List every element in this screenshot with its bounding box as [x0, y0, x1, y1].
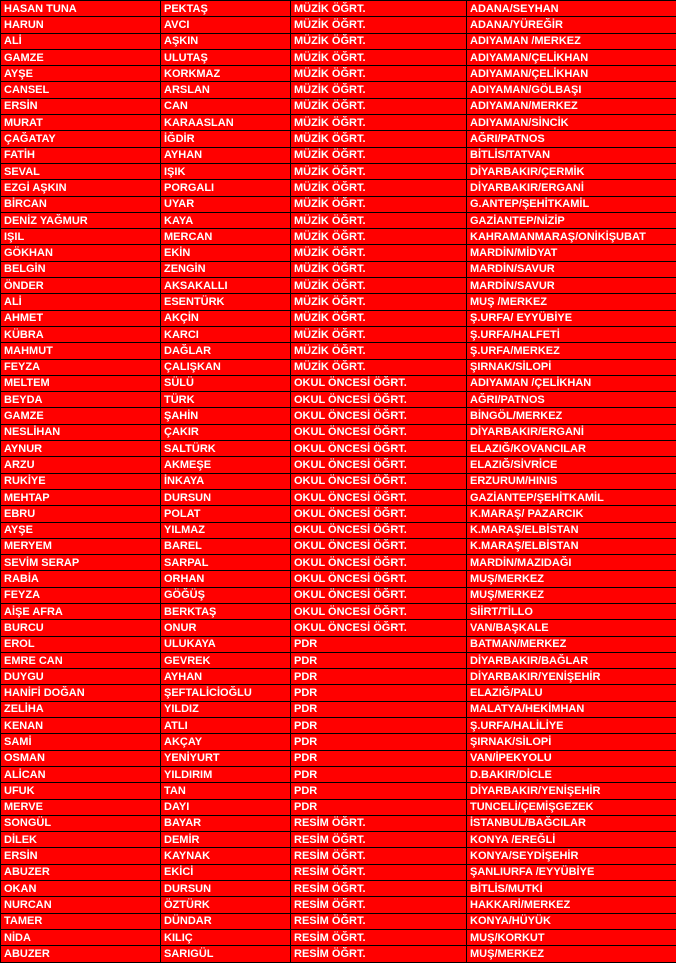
- location-cell: DİYARBAKIR/ERGANİ: [467, 424, 676, 440]
- first-name-cell: MEHTAP: [1, 489, 161, 505]
- branch-cell: RESİM ÖĞRT.: [291, 897, 467, 913]
- table-row: [1, 163, 676, 179]
- last-name-cell: MERCAN: [161, 229, 291, 245]
- table-row: [1, 881, 676, 897]
- last-name-cell: DAYI: [161, 799, 291, 815]
- branch-cell: MÜZİK ÖĞRT.: [291, 33, 467, 49]
- first-name-cell: ALİCAN: [1, 766, 161, 782]
- last-name-cell: YENİYURT: [161, 750, 291, 766]
- first-name-cell: BİRCAN: [1, 196, 161, 212]
- first-name-cell: SAMİ: [1, 734, 161, 750]
- branch-cell: OKUL ÖNCESİ ÖĞRT.: [291, 587, 467, 603]
- table-row: [1, 555, 676, 571]
- last-name-cell: BERKTAŞ: [161, 603, 291, 619]
- first-name-cell: DUYGU: [1, 669, 161, 685]
- branch-cell: OKUL ÖNCESİ ÖĞRT.: [291, 457, 467, 473]
- table-row: [1, 897, 676, 913]
- table-row: [1, 701, 676, 717]
- last-name-cell: KILIÇ: [161, 929, 291, 945]
- last-name-cell: DURSUN: [161, 881, 291, 897]
- location-cell: DİYARBAKIR/YENİŞEHİR: [467, 783, 676, 799]
- first-name-cell: AYNUR: [1, 441, 161, 457]
- last-name-cell: YILDIRIM: [161, 766, 291, 782]
- table-row: [1, 571, 676, 587]
- location-cell: ELAZIĞ/PALU: [467, 685, 676, 701]
- location-cell: TUNCELİ/ÇEMİŞGEZEK: [467, 799, 676, 815]
- branch-cell: MÜZİK ÖĞRT.: [291, 163, 467, 179]
- location-cell: G.ANTEP/ŞEHİTKAMİL: [467, 196, 676, 212]
- last-name-cell: AVCI: [161, 17, 291, 33]
- first-name-cell: KÜBRA: [1, 326, 161, 342]
- first-name-cell: TAMER: [1, 913, 161, 929]
- table-row: [1, 587, 676, 603]
- first-name-cell: EMRE CAN: [1, 652, 161, 668]
- first-name-cell: GAMZE: [1, 408, 161, 424]
- location-cell: K.MARAŞ/ELBİSTAN: [467, 538, 676, 554]
- first-name-cell: ÖNDER: [1, 278, 161, 294]
- branch-cell: OKUL ÖNCESİ ÖĞRT.: [291, 441, 467, 457]
- location-cell: HAKKARİ/MERKEZ: [467, 897, 676, 913]
- branch-cell: MÜZİK ÖĞRT.: [291, 49, 467, 65]
- first-name-cell: RABİA: [1, 571, 161, 587]
- last-name-cell: YILDIZ: [161, 701, 291, 717]
- table-row: [1, 913, 676, 929]
- first-name-cell: EBRU: [1, 506, 161, 522]
- first-name-cell: BELGİN: [1, 261, 161, 277]
- location-cell: VAN/İPEKYOLU: [467, 750, 676, 766]
- location-cell: MARDİN/SAVUR: [467, 278, 676, 294]
- last-name-cell: DÜNDAR: [161, 913, 291, 929]
- table-row: [1, 783, 676, 799]
- branch-cell: RESİM ÖĞRT.: [291, 815, 467, 831]
- location-cell: MALATYA/HEKİMHAN: [467, 701, 676, 717]
- table-row: [1, 473, 676, 489]
- branch-cell: PDR: [291, 669, 467, 685]
- branch-cell: MÜZİK ÖĞRT.: [291, 359, 467, 375]
- last-name-cell: AKMEŞE: [161, 457, 291, 473]
- last-name-cell: TAN: [161, 783, 291, 799]
- location-cell: ADANA/SEYHAN: [467, 1, 676, 17]
- branch-cell: OKUL ÖNCESİ ÖĞRT.: [291, 522, 467, 538]
- first-name-cell: ABUZER: [1, 946, 161, 962]
- location-cell: ŞANLIURFA /EYYÜBİYE: [467, 864, 676, 880]
- branch-cell: MÜZİK ÖĞRT.: [291, 66, 467, 82]
- location-cell: KAHRAMANMARAŞ/ONİKİŞUBAT: [467, 229, 676, 245]
- first-name-cell: EROL: [1, 636, 161, 652]
- table-row: [1, 848, 676, 864]
- branch-cell: RESİM ÖĞRT.: [291, 913, 467, 929]
- last-name-cell: ULUTAŞ: [161, 49, 291, 65]
- last-name-cell: UYAR: [161, 196, 291, 212]
- branch-cell: MÜZİK ÖĞRT.: [291, 294, 467, 310]
- table-row: [1, 506, 676, 522]
- table-row: [1, 131, 676, 147]
- branch-cell: MÜZİK ÖĞRT.: [291, 1, 467, 17]
- branch-cell: PDR: [291, 685, 467, 701]
- table-row: [1, 229, 676, 245]
- table-row: [1, 261, 676, 277]
- last-name-cell: İNKAYA: [161, 473, 291, 489]
- first-name-cell: OSMAN: [1, 750, 161, 766]
- location-cell: K.MARAŞ/ELBİSTAN: [467, 522, 676, 538]
- branch-cell: PDR: [291, 718, 467, 734]
- location-cell: KONYA/HÜYÜK: [467, 913, 676, 929]
- first-name-cell: MERYEM: [1, 538, 161, 554]
- table-row: [1, 636, 676, 652]
- table-row: [1, 278, 676, 294]
- branch-cell: PDR: [291, 701, 467, 717]
- location-cell: AĞRI/PATNOS: [467, 131, 676, 147]
- location-cell: ADIYAMAN/ÇELİKHAN: [467, 49, 676, 65]
- last-name-cell: DURSUN: [161, 489, 291, 505]
- table-row: [1, 180, 676, 196]
- last-name-cell: AYHAN: [161, 669, 291, 685]
- first-name-cell: BEYDA: [1, 392, 161, 408]
- first-name-cell: NURCAN: [1, 897, 161, 913]
- table-row: [1, 538, 676, 554]
- location-cell: DİYARBAKIR/YENİŞEHİR: [467, 669, 676, 685]
- last-name-cell: KARAASLAN: [161, 115, 291, 131]
- first-name-cell: SEVAL: [1, 163, 161, 179]
- table-row: [1, 441, 676, 457]
- location-cell: DİYARBAKIR/BAĞLAR: [467, 652, 676, 668]
- location-cell: VAN/BAŞKALE: [467, 620, 676, 636]
- table-row: [1, 294, 676, 310]
- location-cell: ADIYAMAN/MERKEZ: [467, 98, 676, 114]
- location-cell: DİYARBAKIR/ÇERMİK: [467, 163, 676, 179]
- table-row: [1, 489, 676, 505]
- table-row: [1, 766, 676, 782]
- last-name-cell: ÖZTÜRK: [161, 897, 291, 913]
- first-name-cell: DENİZ YAĞMUR: [1, 212, 161, 228]
- table-row: [1, 375, 676, 391]
- location-cell: ADIYAMAN /MERKEZ: [467, 33, 676, 49]
- table-row: [1, 603, 676, 619]
- first-name-cell: ERSİN: [1, 98, 161, 114]
- branch-cell: PDR: [291, 750, 467, 766]
- last-name-cell: EKİN: [161, 245, 291, 261]
- first-name-cell: ALİ: [1, 294, 161, 310]
- location-cell: MARDİN/MİDYAT: [467, 245, 676, 261]
- location-cell: Ş.URFA/HALİLİYE: [467, 718, 676, 734]
- branch-cell: MÜZİK ÖĞRT.: [291, 212, 467, 228]
- first-name-cell: RUKİYE: [1, 473, 161, 489]
- branch-cell: MÜZİK ÖĞRT.: [291, 326, 467, 342]
- first-name-cell: FEYZA: [1, 359, 161, 375]
- branch-cell: MÜZİK ÖĞRT.: [291, 180, 467, 196]
- first-name-cell: MAHMUT: [1, 343, 161, 359]
- first-name-cell: ARZU: [1, 457, 161, 473]
- last-name-cell: AKÇİN: [161, 310, 291, 326]
- table-row: [1, 799, 676, 815]
- first-name-cell: ERSİN: [1, 848, 161, 864]
- last-name-cell: GEVREK: [161, 652, 291, 668]
- branch-cell: OKUL ÖNCESİ ÖĞRT.: [291, 506, 467, 522]
- last-name-cell: CAN: [161, 98, 291, 114]
- table-row: [1, 669, 676, 685]
- last-name-cell: DAĞLAR: [161, 343, 291, 359]
- location-cell: Ş.URFA/HALFETİ: [467, 326, 676, 342]
- first-name-cell: ABUZER: [1, 864, 161, 880]
- branch-cell: OKUL ÖNCESİ ÖĞRT.: [291, 408, 467, 424]
- last-name-cell: PORGALI: [161, 180, 291, 196]
- location-cell: BİTLİS/MUTKİ: [467, 881, 676, 897]
- table-row: [1, 750, 676, 766]
- last-name-cell: ŞEFTALİCİOĞLU: [161, 685, 291, 701]
- last-name-cell: ONUR: [161, 620, 291, 636]
- table-row: [1, 212, 676, 228]
- last-name-cell: AKÇAY: [161, 734, 291, 750]
- branch-cell: MÜZİK ÖĞRT.: [291, 261, 467, 277]
- branch-cell: PDR: [291, 799, 467, 815]
- last-name-cell: ULUKAYA: [161, 636, 291, 652]
- first-name-cell: SONGÜL: [1, 815, 161, 831]
- branch-cell: OKUL ÖNCESİ ÖĞRT.: [291, 620, 467, 636]
- first-name-cell: HARUN: [1, 17, 161, 33]
- table-row: [1, 685, 676, 701]
- table-row: [1, 864, 676, 880]
- first-name-cell: AHMET: [1, 310, 161, 326]
- last-name-cell: ATLI: [161, 718, 291, 734]
- last-name-cell: ESENTÜRK: [161, 294, 291, 310]
- branch-cell: PDR: [291, 783, 467, 799]
- first-name-cell: FATİH: [1, 147, 161, 163]
- location-cell: ŞIRNAK/SİLOPİ: [467, 734, 676, 750]
- first-name-cell: HANİFİ DOĞAN: [1, 685, 161, 701]
- table-row: [1, 424, 676, 440]
- last-name-cell: KAYA: [161, 212, 291, 228]
- location-cell: Ş.URFA/MERKEZ: [467, 343, 676, 359]
- table-row: [1, 652, 676, 668]
- location-cell: ELAZIĞ/SİVRİCE: [467, 457, 676, 473]
- branch-cell: MÜZİK ÖĞRT.: [291, 229, 467, 245]
- last-name-cell: KARCI: [161, 326, 291, 342]
- table-row: [1, 33, 676, 49]
- last-name-cell: SALTÜRK: [161, 441, 291, 457]
- first-name-cell: SEVİM SERAP: [1, 555, 161, 571]
- last-name-cell: İĞDİR: [161, 131, 291, 147]
- last-name-cell: KORKMAZ: [161, 66, 291, 82]
- table-row: [1, 115, 676, 131]
- branch-cell: RESİM ÖĞRT.: [291, 929, 467, 945]
- branch-cell: RESİM ÖĞRT.: [291, 832, 467, 848]
- last-name-cell: AKSAKALLI: [161, 278, 291, 294]
- table-row: [1, 522, 676, 538]
- first-name-cell: ÇAĞATAY: [1, 131, 161, 147]
- last-name-cell: GÖĞÜŞ: [161, 587, 291, 603]
- branch-cell: RESİM ÖĞRT.: [291, 881, 467, 897]
- branch-cell: RESİM ÖĞRT.: [291, 864, 467, 880]
- location-cell: GAZİANTEP/ŞEHİTKAMİL: [467, 489, 676, 505]
- first-name-cell: MELTEM: [1, 375, 161, 391]
- table-row: [1, 82, 676, 98]
- table-row: [1, 815, 676, 831]
- first-name-cell: HASAN TUNA: [1, 1, 161, 17]
- table-row: [1, 310, 676, 326]
- first-name-cell: IŞIL: [1, 229, 161, 245]
- location-cell: MUŞ/MERKEZ: [467, 587, 676, 603]
- branch-cell: MÜZİK ÖĞRT.: [291, 17, 467, 33]
- first-name-cell: OKAN: [1, 881, 161, 897]
- branch-cell: MÜZİK ÖĞRT.: [291, 278, 467, 294]
- first-name-cell: CANSEL: [1, 82, 161, 98]
- branch-cell: OKUL ÖNCESİ ÖĞRT.: [291, 424, 467, 440]
- table-row: [1, 718, 676, 734]
- location-cell: KONYA /EREĞLİ: [467, 832, 676, 848]
- location-cell: BİNGÖL/MERKEZ: [467, 408, 676, 424]
- location-cell: ELAZIĞ/KOVANCILAR: [467, 441, 676, 457]
- table-row: [1, 245, 676, 261]
- location-cell: KONYA/SEYDİŞEHİR: [467, 848, 676, 864]
- location-cell: BİTLİS/TATVAN: [467, 147, 676, 163]
- table-row: [1, 359, 676, 375]
- last-name-cell: AŞKIN: [161, 33, 291, 49]
- branch-cell: OKUL ÖNCESİ ÖĞRT.: [291, 375, 467, 391]
- branch-cell: MÜZİK ÖĞRT.: [291, 115, 467, 131]
- location-cell: ADIYAMAN/SİNCİK: [467, 115, 676, 131]
- table-row: [1, 408, 676, 424]
- table-row: [1, 620, 676, 636]
- location-cell: MUŞ/MERKEZ: [467, 571, 676, 587]
- last-name-cell: YILMAZ: [161, 522, 291, 538]
- location-cell: ADIYAMAN/GÖLBAŞI: [467, 82, 676, 98]
- branch-cell: RESİM ÖĞRT.: [291, 946, 467, 962]
- location-cell: MUŞ/MERKEZ: [467, 946, 676, 962]
- last-name-cell: ARSLAN: [161, 82, 291, 98]
- branch-cell: MÜZİK ÖĞRT.: [291, 82, 467, 98]
- branch-cell: MÜZİK ÖĞRT.: [291, 310, 467, 326]
- branch-cell: OKUL ÖNCESİ ÖĞRT.: [291, 571, 467, 587]
- table-row: [1, 457, 676, 473]
- last-name-cell: ÇAKIR: [161, 424, 291, 440]
- last-name-cell: SÜLÜ: [161, 375, 291, 391]
- first-name-cell: MURAT: [1, 115, 161, 131]
- branch-cell: OKUL ÖNCESİ ÖĞRT.: [291, 538, 467, 554]
- last-name-cell: SARPAL: [161, 555, 291, 571]
- table-row: [1, 392, 676, 408]
- first-name-cell: ALİ: [1, 33, 161, 49]
- assignment-table-body: [1, 1, 676, 963]
- first-name-cell: FEYZA: [1, 587, 161, 603]
- table-row: [1, 343, 676, 359]
- table-row: [1, 147, 676, 163]
- branch-cell: OKUL ÖNCESİ ÖĞRT.: [291, 392, 467, 408]
- location-cell: BATMAN/MERKEZ: [467, 636, 676, 652]
- table-row: [1, 734, 676, 750]
- location-cell: AĞRI/PATNOS: [467, 392, 676, 408]
- last-name-cell: DEMİR: [161, 832, 291, 848]
- first-name-cell: MERVE: [1, 799, 161, 815]
- table-row: [1, 17, 676, 33]
- last-name-cell: ÇALIŞKAN: [161, 359, 291, 375]
- last-name-cell: POLAT: [161, 506, 291, 522]
- branch-cell: OKUL ÖNCESİ ÖĞRT.: [291, 603, 467, 619]
- location-cell: MARDİN/SAVUR: [467, 261, 676, 277]
- branch-cell: MÜZİK ÖĞRT.: [291, 245, 467, 261]
- table-row: [1, 929, 676, 945]
- branch-cell: PDR: [291, 734, 467, 750]
- location-cell: K.MARAŞ/ PAZARCIK: [467, 506, 676, 522]
- branch-cell: PDR: [291, 636, 467, 652]
- last-name-cell: KAYNAK: [161, 848, 291, 864]
- branch-cell: OKUL ÖNCESİ ÖĞRT.: [291, 555, 467, 571]
- location-cell: ADANA/YÜREĞİR: [467, 17, 676, 33]
- location-cell: DİYARBAKIR/ERGANİ: [467, 180, 676, 196]
- table-row: [1, 49, 676, 65]
- branch-cell: MÜZİK ÖĞRT.: [291, 98, 467, 114]
- location-cell: MUŞ/KORKUT: [467, 929, 676, 945]
- location-cell: D.BAKIR/DİCLE: [467, 766, 676, 782]
- table-row: [1, 1, 676, 17]
- last-name-cell: BAYAR: [161, 815, 291, 831]
- location-cell: ADIYAMAN /ÇELİKHAN: [467, 375, 676, 391]
- table-row: [1, 946, 676, 962]
- branch-cell: PDR: [291, 766, 467, 782]
- first-name-cell: GÖKHAN: [1, 245, 161, 261]
- last-name-cell: EKİCİ: [161, 864, 291, 880]
- first-name-cell: EZGİ AŞKIN: [1, 180, 161, 196]
- branch-cell: MÜZİK ÖĞRT.: [291, 131, 467, 147]
- branch-cell: RESİM ÖĞRT.: [291, 848, 467, 864]
- last-name-cell: ZENGİN: [161, 261, 291, 277]
- first-name-cell: AYŞE: [1, 66, 161, 82]
- last-name-cell: IŞIK: [161, 163, 291, 179]
- first-name-cell: AİŞE AFRA: [1, 603, 161, 619]
- location-cell: MUŞ /MERKEZ: [467, 294, 676, 310]
- branch-cell: MÜZİK ÖĞRT.: [291, 147, 467, 163]
- first-name-cell: KENAN: [1, 718, 161, 734]
- last-name-cell: ORHAN: [161, 571, 291, 587]
- location-cell: SİİRT/TİLLO: [467, 603, 676, 619]
- branch-cell: OKUL ÖNCESİ ÖĞRT.: [291, 489, 467, 505]
- location-cell: ADIYAMAN/ÇELİKHAN: [467, 66, 676, 82]
- location-cell: ŞIRNAK/SİLOPİ: [467, 359, 676, 375]
- location-cell: MARDİN/MAZIDAĞI: [467, 555, 676, 571]
- first-name-cell: ZELİHA: [1, 701, 161, 717]
- branch-cell: MÜZİK ÖĞRT.: [291, 343, 467, 359]
- last-name-cell: AYHAN: [161, 147, 291, 163]
- first-name-cell: GAMZE: [1, 49, 161, 65]
- location-cell: GAZİANTEP/NİZİP: [467, 212, 676, 228]
- branch-cell: PDR: [291, 652, 467, 668]
- first-name-cell: DİLEK: [1, 832, 161, 848]
- last-name-cell: BAREL: [161, 538, 291, 554]
- first-name-cell: BURCU: [1, 620, 161, 636]
- last-name-cell: SARIGÜL: [161, 946, 291, 962]
- last-name-cell: ŞAHİN: [161, 408, 291, 424]
- first-name-cell: UFUK: [1, 783, 161, 799]
- location-cell: İSTANBUL/BAĞCILAR: [467, 815, 676, 831]
- table-row: [1, 832, 676, 848]
- location-cell: ERZURUM/HINIS: [467, 473, 676, 489]
- table-row: [1, 98, 676, 114]
- branch-cell: MÜZİK ÖĞRT.: [291, 196, 467, 212]
- branch-cell: OKUL ÖNCESİ ÖĞRT.: [291, 473, 467, 489]
- table-row: [1, 326, 676, 342]
- location-cell: Ş.URFA/ EYYÜBİYE: [467, 310, 676, 326]
- first-name-cell: NESLİHAN: [1, 424, 161, 440]
- first-name-cell: NİDA: [1, 929, 161, 945]
- last-name-cell: PEKTAŞ: [161, 1, 291, 17]
- table-row: [1, 66, 676, 82]
- last-name-cell: TÜRK: [161, 392, 291, 408]
- first-name-cell: AYŞE: [1, 522, 161, 538]
- table-row: [1, 196, 676, 212]
